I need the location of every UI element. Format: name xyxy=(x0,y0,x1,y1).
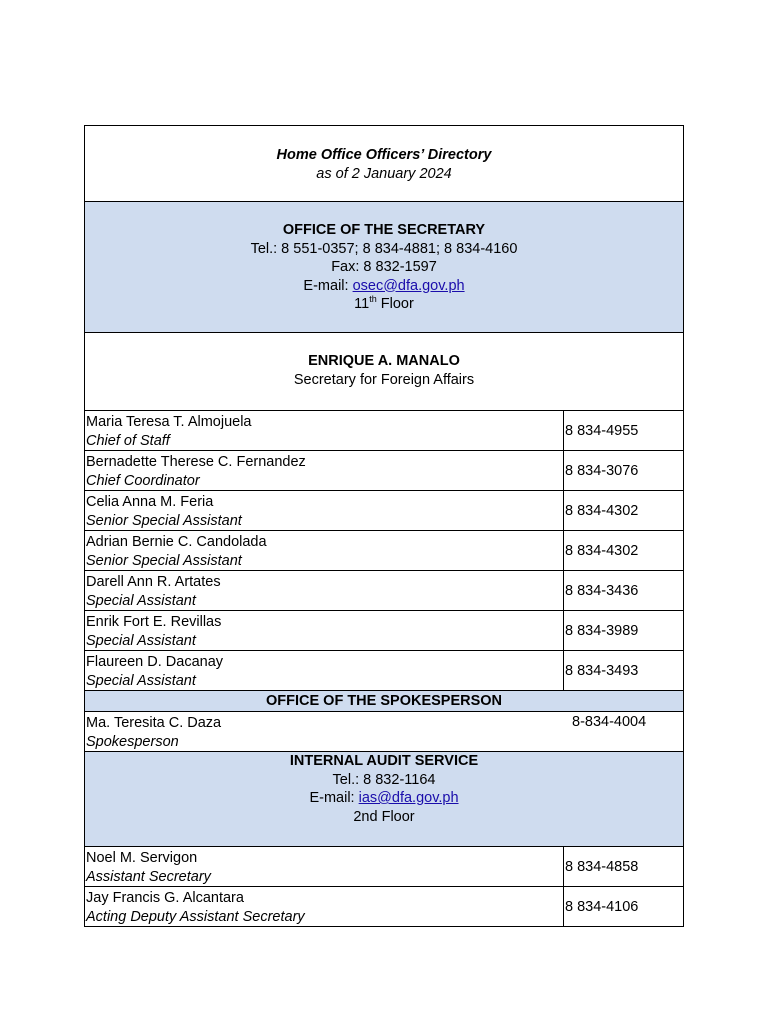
office-floor: 11th Floor xyxy=(354,294,414,312)
staff-name-cell xyxy=(85,611,564,650)
staff-row xyxy=(84,611,684,651)
staff-row xyxy=(84,411,684,451)
staff-name: Adrian Bernie C. Candolada xyxy=(86,534,267,550)
staff-position: Senior Special Assistant xyxy=(86,552,242,569)
office-tel: Tel.: 8 551-0357; 8 834-4881; 8 834-4160 xyxy=(250,240,518,257)
staff-row xyxy=(84,887,684,927)
staff-name-cell xyxy=(85,491,564,530)
staff-position: Special Assistant xyxy=(86,672,196,689)
office-email-link[interactable]: osec@dfa.gov.ph xyxy=(352,277,465,294)
staff-position: Acting Deputy Assistant Secretary xyxy=(86,908,305,925)
staff-name: Enrik Fort E. Revillas xyxy=(86,614,222,630)
section-title: OFFICE OF THE SECRETARY xyxy=(282,222,486,238)
staff-name-cell xyxy=(85,531,564,570)
directory-document xyxy=(84,125,684,927)
staff-position: Chief Coordinator xyxy=(86,472,200,489)
spokesperson-section-title: OFFICE OF THE SPOKESPERSON xyxy=(84,691,684,712)
email-label: E-mail: xyxy=(309,790,359,806)
staff-position: Assistant Secretary xyxy=(86,868,211,885)
staff-row xyxy=(84,571,684,611)
directory-date: as of 2 January 2024 xyxy=(316,165,452,182)
staff-position: Senior Special Assistant xyxy=(86,512,242,529)
staff-position: Chief of Staff xyxy=(86,432,170,449)
staff-name: Celia Anna M. Feria xyxy=(86,494,214,510)
office-of-secretary-staff-list xyxy=(84,411,684,691)
staff-row xyxy=(84,451,684,491)
staff-name: Bernadette Therese C. Fernandez xyxy=(86,454,306,470)
staff-row xyxy=(84,491,684,531)
staff-phone: 8-834-4004 xyxy=(572,714,647,730)
internal-audit-staff-list xyxy=(84,847,684,927)
staff-name-cell xyxy=(85,847,564,886)
spokesperson-row xyxy=(84,712,684,752)
staff-position: Spokesperson xyxy=(86,733,179,750)
staff-name: Ma. Teresita C. Daza xyxy=(86,715,222,731)
office-email-link[interactable]: ias@dfa.gov.ph xyxy=(358,790,459,806)
directory-header xyxy=(84,125,684,202)
staff-name: Jay Francis G. Alcantara xyxy=(86,890,244,906)
email-label: E-mail: xyxy=(303,277,353,294)
directory-title: Home Office Officers’ Directory xyxy=(276,147,492,163)
staff-position: Special Assistant xyxy=(86,592,196,609)
staff-phone: 8 834-4302 xyxy=(565,502,639,519)
staff-name-cell xyxy=(85,411,564,450)
staff-position: Special Assistant xyxy=(86,632,196,649)
office-email-line xyxy=(85,277,683,296)
staff-phone: 8 834-4106 xyxy=(565,898,639,915)
staff-name: Flaureen D. Dacanay xyxy=(86,654,224,670)
secretary-block xyxy=(84,333,684,411)
secretary-title: Secretary for Foreign Affairs xyxy=(293,371,475,388)
staff-name-cell xyxy=(85,712,565,751)
section-title: INTERNAL AUDIT SERVICE xyxy=(289,753,479,769)
staff-phone: 8 834-3076 xyxy=(565,462,639,479)
staff-name-cell xyxy=(85,451,564,490)
staff-row xyxy=(84,531,684,571)
staff-name-cell xyxy=(85,887,564,926)
staff-row xyxy=(84,651,684,691)
staff-phone: 8 834-4302 xyxy=(565,542,639,559)
internal-audit-section xyxy=(84,752,684,847)
office-tel: Tel.: 8 832-1164 xyxy=(332,771,436,788)
staff-phone: 8 834-3989 xyxy=(565,622,639,639)
office-email-line xyxy=(85,789,683,808)
staff-phone: 8 834-4955 xyxy=(565,422,639,439)
staff-phone: 8 834-4858 xyxy=(565,858,639,875)
staff-name-cell xyxy=(85,651,564,690)
secretary-name: ENRIQUE A. MANALO xyxy=(308,353,460,369)
staff-name-cell xyxy=(85,571,564,610)
staff-name: Noel M. Servigon xyxy=(86,850,198,866)
office-fax: Fax: 8 832-1597 xyxy=(331,259,437,275)
office-of-secretary-section xyxy=(84,202,684,333)
staff-phone: 8 834-3493 xyxy=(565,662,639,679)
staff-name: Darell Ann R. Artates xyxy=(86,574,221,590)
staff-phone: 8 834-3436 xyxy=(565,582,639,599)
staff-name: Maria Teresa T. Almojuela xyxy=(86,414,252,430)
office-floor: 2nd Floor xyxy=(353,808,415,825)
staff-row xyxy=(84,847,684,887)
